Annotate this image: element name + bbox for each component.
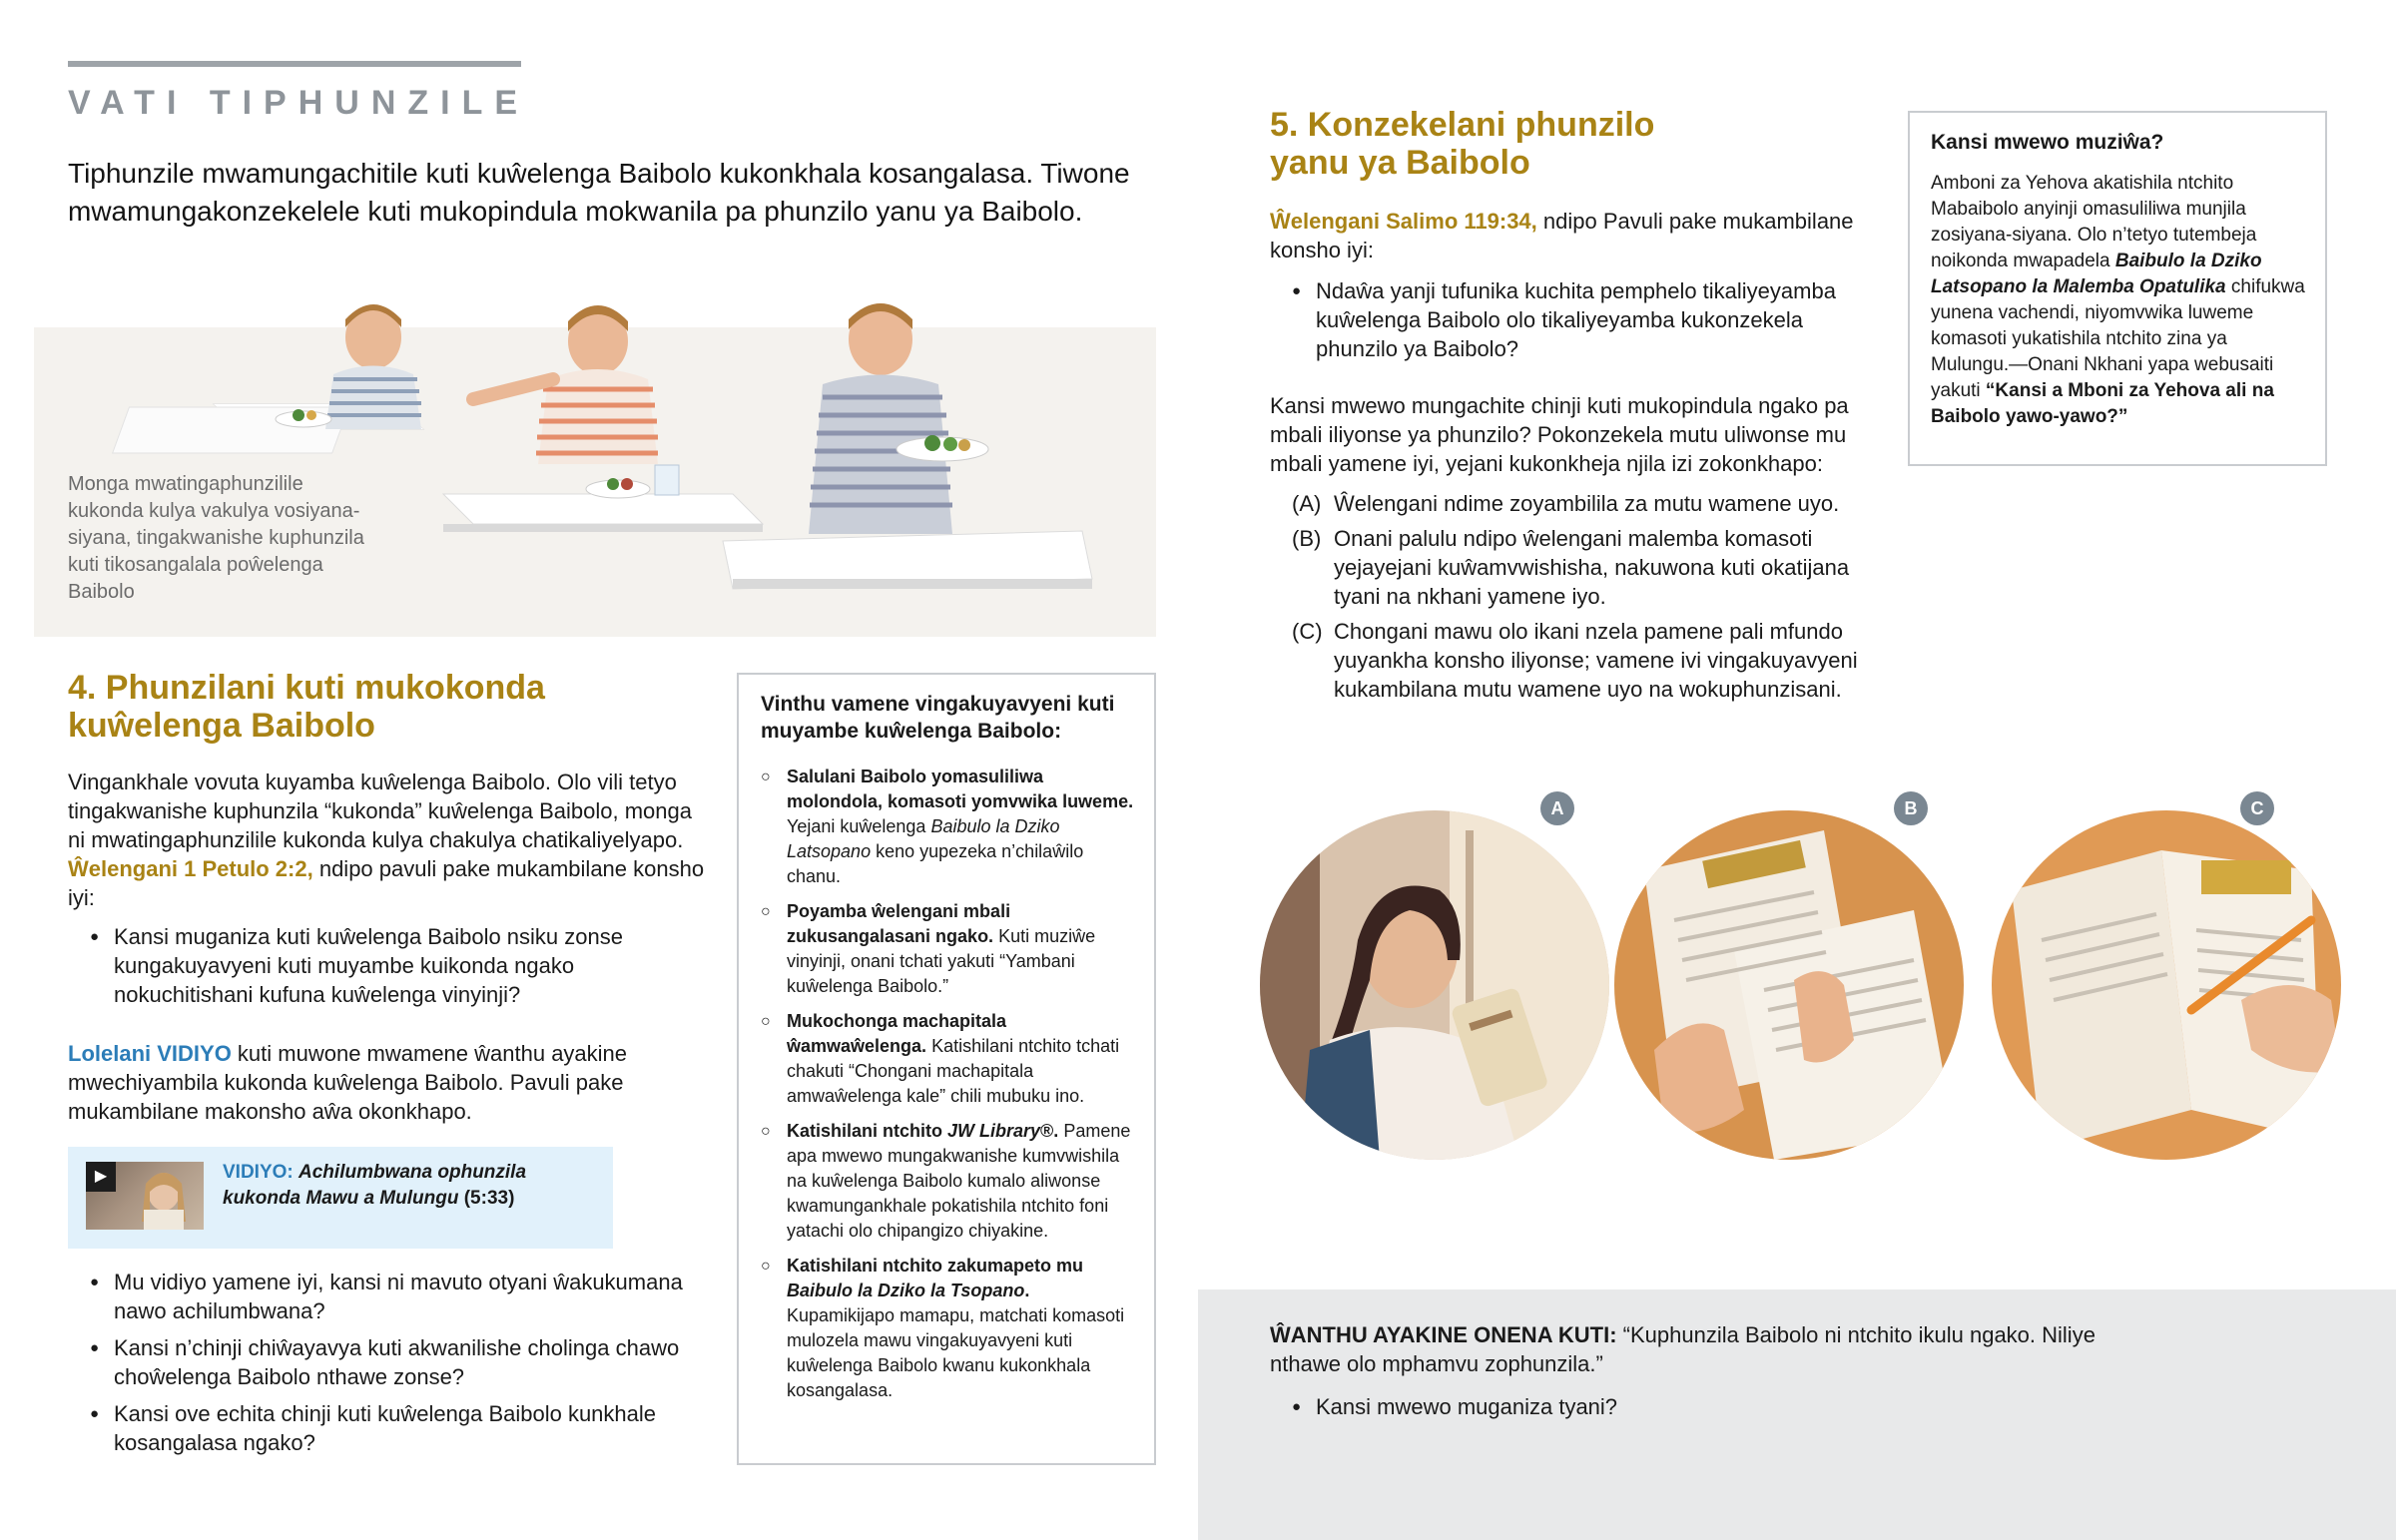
scripture-link-1-peter[interactable]: Ŵelengani 1 Petulo 2:2, bbox=[68, 856, 313, 881]
did-you-know-text: Amboni za Yehova akatishila ntchito Mabaibolo anyinji omasuliliwa munjila zosiyana-siyana. Olo n’tetyo tutembeja noikonda mwapadela Baibulo la Dziko Latsopano la Malemba Opatulika chifukwa yunena vachendi, niyomvwika luweme komasoti yukatishila ntchito zina ya Mulungu.—Onani Nkhani yapa webusaiti yakuti “Kansi a Mboni za Yehova ali na Baibolo yawo-yawo?” bbox=[1931, 173, 2305, 427]
video-duration: (5:33) bbox=[463, 1188, 515, 1209]
section5-para1-text: ndipo Pavuli pake mukambilane konsho iyi: bbox=[1270, 209, 1854, 262]
steps-list bbox=[1292, 489, 1895, 704]
question-item: ● Kansi ove echita chinji kuti kuŵelenga Baibolo kunkhale kosangalasa ngako? bbox=[68, 1399, 707, 1457]
tip-item: ○ Salulani Baibolo yomasuliliwa molondola, komasoti yomvwika luweme. Yejani kuŵelenga Baibulo la Dziko Latsopano keno yupezeka n’chilaŵilo chanu. bbox=[761, 765, 1138, 889]
badge-c: C bbox=[2240, 791, 2274, 825]
video-title: Achilumbwana ophunzila kukonda Mawu a Mulungu bbox=[223, 1162, 527, 1209]
badge-a: A bbox=[1540, 791, 1574, 825]
video-label: VIDIYO: bbox=[223, 1162, 294, 1183]
section4-para2-text: kuti muwone mwamene ŵanthu ayakine mwechiyambila kukonda kuŵelenga Baibolo. Pavuli pake mukambilane makonsho aŵa okonkhapo. bbox=[68, 1041, 628, 1124]
video-link[interactable]: Lolelani VIDIYO bbox=[68, 1041, 232, 1066]
illustration-a bbox=[1260, 810, 1609, 1160]
objection-label: ŴANTHU AYAKINE ONENA KUTI: bbox=[1270, 1322, 1617, 1347]
scripture-link-psalm[interactable]: Ŵelengani Salimo 119:34, bbox=[1270, 209, 1537, 234]
intro-text: Tiphunzile mwamungachitile kuti kuŵelenga Baibolo kukonkhala kosangalasa. Tiwone mwamungakonzekelele kuti mukopindula mokwanila pa phunzilo yanu ya Baibolo. bbox=[68, 158, 1130, 227]
did-you-know-title: Kansi mwewo muziŵa? bbox=[1931, 131, 2164, 154]
question-item: ● Kansi muganiza kuti kuŵelenga Baibolo nsiku zonse kungakuyavyeni kuti muyambe kuikonda ngako nokuchitishani kufuna kuŵelenga vinyinji? bbox=[68, 922, 707, 1009]
photo-caption: Monga mwatingaphunzilile kukonda kulya vakulya vosiyana-siyana, tingakwanishe kuphunzila kuti tikosangalala poŵelenga Baibolo bbox=[68, 473, 364, 603]
section4-heading-line1: 4. Phunzilani kuti mukokonda bbox=[68, 669, 545, 707]
badge-b: B bbox=[1894, 791, 1928, 825]
step-a: (A) Ŵelengani ndime zoyambilila za mutu wamene uyo. bbox=[1292, 491, 1840, 516]
section4-para1-text-end: ndipo pavuli pake mukambilane konsho iyi: bbox=[68, 856, 705, 910]
section4-para2 bbox=[68, 1039, 707, 1126]
section4-questions-2 bbox=[68, 1268, 707, 1465]
objection-text bbox=[1270, 1320, 2148, 1378]
intro-title: VATI TIPHUNZILE bbox=[68, 84, 530, 122]
step-c: (C) Chongani mawu olo ikani nzela pamene pali mfundo yuyankha konsho iliyonse; vamene ivi vingakuyavyeni kukambilana mutu wamene uyo na wokuphunzisani. bbox=[1292, 619, 1858, 702]
section4-heading-line2: kuŵelenga Baibolo bbox=[68, 707, 375, 745]
tip-item: ○ Katishilani ntchito zakumapeto mu Baibulo la Dziko la Tsopano. Kupamikijapo mamapu, matchati komasoti mulozela mawu vingakuyavyeni kuti kuŵelenga Baibolo kwanu kukonkhala kosangalasa. bbox=[761, 1254, 1138, 1403]
tip-item: ○ Mukochonga machapitala ŵamwaŵelenga. Katishilani ntchito tchati chakuti “Chongani machapitala amwaŵelenga kale” chili mubuku ino. bbox=[761, 1009, 1138, 1109]
section4-para1-text: Vingankhale vovuta kuyamba kuŵelenga Baibolo. Olo vili tetyo tingakwanishe kuphunzila “kukonda” kuŵelenga Baibolo, monga ni mwatingaphunzilile kukonda kulya chakulya chatikaliyelyapo. bbox=[68, 770, 692, 852]
question-item: ● Kansi mwewo muganiza tyani? bbox=[1270, 1392, 2148, 1421]
tip-item: ○ Katishilani ntchito JW Library®. Pamene apa mwewo mungakwanishe kumvwishila na kuŵelenga Baibolo kumalo aliwonse kwamungankhale pokatishila ntchito foni yatachi olo chipangizo chiyakine. bbox=[761, 1119, 1138, 1244]
objection-questions bbox=[1270, 1392, 2148, 1429]
tips-sidebar-title: Vinthu vamene vingakuyavyeni kuti muyambe kuŵelenga Baibolo: bbox=[761, 693, 1115, 743]
article-link[interactable]: “Kansi a Mboni za Yehova ali na Baibolo yawo-yawo?” bbox=[1931, 380, 2274, 427]
question-item: ● Mu vidiyo yamene iyi, kansi ni mavuto otyani ŵakukumana nawo achilumbwana? bbox=[68, 1268, 707, 1325]
section4-questions-1 bbox=[68, 922, 707, 1017]
objection-quote: “Kuphunzila Baibolo ni ntchito ikulu ngako. Niliye nthawe olo mphamvu zophunzila.” bbox=[1270, 1322, 2096, 1376]
section5-para1 bbox=[1270, 207, 1889, 264]
video-caption[interactable] bbox=[223, 1160, 602, 1212]
illustration-c bbox=[1992, 810, 2341, 1160]
question-item: ● Ndaŵa yanji tufunika kuchita pemphelo tikaliyeyamba kuŵelenga Baibolo olo tikaliyeyamba kukonzekela phunzilo ya Baibolo? bbox=[1270, 276, 1889, 363]
section5-para2: Kansi mwewo mungachite chinji kuti mukopindula ngako pa mbali iliyonse ya phunzilo? Pokonzekela mutu uliwonse mu mbali yamene iyi, yejani kukonkheja njila izi zokonkhapo: bbox=[1270, 393, 1849, 476]
play-icon[interactable]: ▶ bbox=[86, 1162, 116, 1192]
step-b: (B) Onani palulu ndipo ŵelengani malemba komasoti yejayejani kuŵamvwishisha, nakuwona kuti okatijana tyani na nkhani yamene iyo. bbox=[1292, 526, 1850, 609]
illustration-b bbox=[1614, 810, 1964, 1160]
intro-rule bbox=[68, 61, 521, 67]
tips-list bbox=[761, 765, 1138, 1413]
section5-heading-line1: 5. Konzekelani phunzilo bbox=[1270, 106, 1655, 144]
question-item: ● Kansi n’chinji chiŵayavya kuti akwanilishe cholinga chawo choŵelenga Baibolo nthawe zonse? bbox=[68, 1333, 707, 1391]
section4-para1 bbox=[68, 768, 707, 912]
section5-questions bbox=[1270, 276, 1889, 371]
section5-heading-line2: yanu ya Baibolo bbox=[1270, 144, 1530, 182]
section5-heading bbox=[1270, 106, 1869, 182]
tip-item: ○ Poyamba ŵelengani mbali zukusangalasani ngako. Kuti muziŵe vinyinji, onani tchati yakuti “Yambani kuŵelenga Baibolo.” bbox=[761, 899, 1138, 999]
section4-heading bbox=[68, 669, 707, 745]
